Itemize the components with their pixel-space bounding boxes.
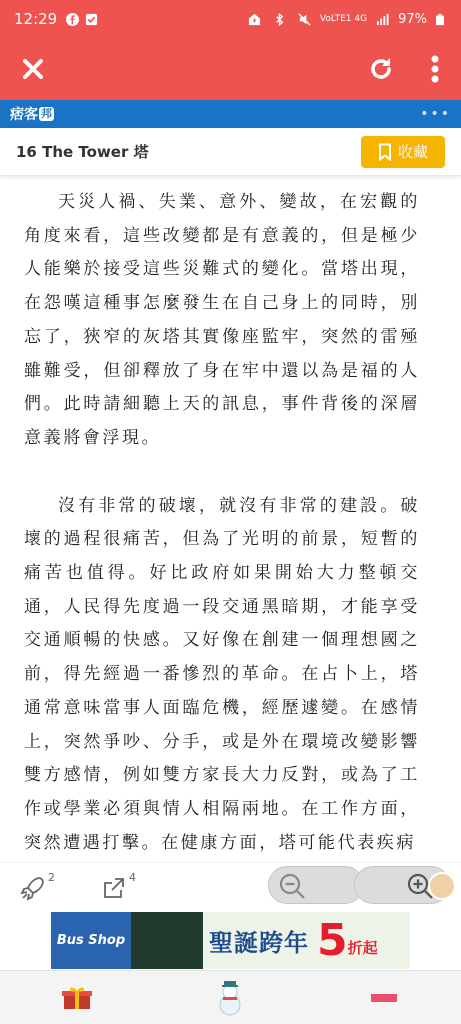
site-logo[interactable] — [10, 104, 54, 124]
ad-brand: Bus Shop — [51, 912, 131, 969]
article-title-bar — [0, 128, 461, 176]
site-bar — [0, 100, 461, 128]
like-count: 2 — [48, 870, 55, 884]
more-vertical-icon — [431, 55, 439, 83]
ad-discount-number: 5 — [317, 915, 348, 966]
bluetooth-icon — [273, 13, 286, 26]
article-title: 16 The Tower 塔 — [16, 143, 149, 161]
reload-button[interactable] — [365, 53, 397, 85]
share-button[interactable] — [101, 870, 136, 901]
article-paragraph: 沒有非常的破壞，就沒有非常的建設。破壞的過程很痛苦，但為了光明的前景，短暫的痛苦也值得。好比政府如果開始大力整頓交通，人民得先度過一段交通黑暗期，才能享受交通順暢的快感。又好像在創建一個理想國之前，得先經過一番慘烈的革命。在占卜上，塔通常意味當事人面臨危機，經歷遽變。在感情上，突然爭吵、分手，或是外在環境改變影響雙方感情，例如雙方家長大力反對，或為了工作或學業必須與情人相隔兩地。在工作方面，突然遭遇打擊。在健康方面，塔可能代表疾病 — [24, 495, 420, 853]
battery-percent: 97% — [398, 11, 427, 27]
site-logo-text: 痞客 — [10, 107, 38, 123]
article-paragraph: 天災人禍、失業、意外、變故，在宏觀的角度來看，這些改變都是有意義的，但是極少人能樂於接受這些災難式的變化。當塔出現，在怨嘆這種事怎麼發生在自己身上的同時，別忘了，狹窄的灰塔其實像座監牢，突然的雷殛雖難受，但卻釋放了身在牢中還以為是福的人們。此時請細聽上天的訊息，事件背後的深層意義將會浮現。 — [24, 192, 420, 448]
zoom-controls — [268, 864, 458, 908]
mute-icon — [298, 13, 311, 26]
ad-headline: 聖誕跨年 — [209, 929, 309, 957]
status-bar — [0, 0, 461, 38]
back-button[interactable] — [354, 971, 414, 1024]
status-time: 12:29 — [14, 10, 58, 28]
check-box-icon — [85, 13, 98, 26]
ad-discount-text: 折起 — [347, 939, 378, 957]
facebook-icon — [66, 13, 79, 26]
reload-icon — [368, 56, 394, 82]
favorite-label: 收藏 — [397, 143, 428, 161]
battery-icon — [436, 13, 444, 26]
home-button[interactable] — [200, 971, 260, 1024]
overflow-menu-button[interactable] — [427, 53, 443, 85]
share-count: 4 — [129, 870, 136, 884]
home-alert-icon — [248, 13, 261, 26]
share-icon — [101, 875, 127, 901]
bottom-nav — [0, 970, 461, 1024]
signal-icon — [376, 13, 389, 26]
close-icon — [22, 58, 44, 80]
zoom-out-icon — [277, 871, 307, 901]
ad-banner[interactable] — [51, 912, 410, 969]
zoom-out-button[interactable] — [268, 866, 364, 904]
app-toolbar — [0, 38, 461, 100]
site-more-button[interactable]: ••• — [420, 106, 451, 122]
back-arrow-icon — [369, 990, 399, 1006]
article-body — [24, 186, 420, 860]
ad-mascot-image — [131, 912, 203, 969]
like-button[interactable] — [20, 870, 55, 901]
close-button[interactable] — [18, 54, 48, 84]
gift-icon — [62, 985, 92, 1011]
network-label: VoLTE1 4G — [319, 14, 368, 24]
favorite-button[interactable] — [361, 136, 445, 168]
snowman-icon — [217, 980, 243, 1016]
site-logo-mark: 邦 — [41, 107, 52, 120]
bookmark-icon — [378, 143, 392, 161]
gift-button[interactable] — [47, 971, 107, 1024]
avatar[interactable] — [428, 872, 456, 900]
rocket-icon — [20, 875, 46, 901]
